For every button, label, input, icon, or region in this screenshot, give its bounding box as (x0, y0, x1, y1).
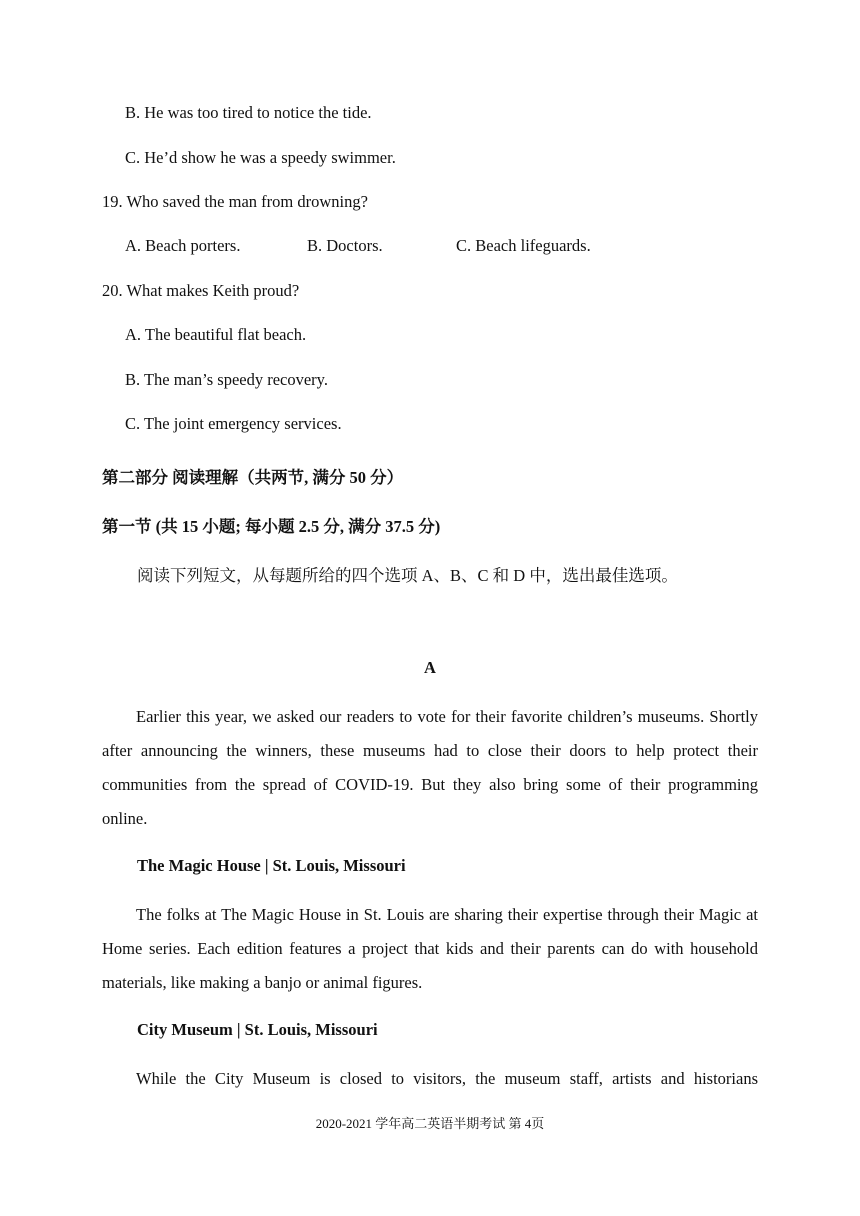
section1-heading: 第一节 (共 15 小题; 每小题 2.5 分, 满分 37.5 分) (102, 517, 441, 536)
q20-question: 20. What makes Keith proud? (102, 281, 300, 300)
q18-option-b: B. He was too tired to notice the tide. (125, 103, 372, 122)
q20-option-a: A. The beautiful flat beach. (125, 325, 307, 344)
reading-instruction: 阅读下列短文，从每题所给的四个选项 A、B、C 和 D 中，选出最佳选项。 (137, 566, 678, 585)
q19-option-c: C. Beach lifeguards. (456, 236, 591, 255)
city-museum-text: While the City Museum is closed to visitors, the museum staff, artists and historians (136, 1069, 758, 1088)
q19-question: 19. Who saved the man from drowning? (102, 192, 368, 211)
passage-intro: Earlier this year, we asked our readers to vote for their favorite children’s museums. Shortly after announcing the winners, these museums had to close their doors to help protect their communities from the spread of COVID-19. But they also bring some of their programming online. (102, 707, 758, 828)
q18-option-c: C. He’d show he was a speedy swimmer. (125, 148, 396, 167)
q20-option-b: B. The man’s speedy recovery. (125, 370, 328, 389)
q19-option-a: A. Beach porters. (125, 236, 241, 255)
passage-label: A (424, 658, 436, 677)
q20-option-c: C. The joint emergency services. (125, 414, 342, 433)
magic-house-text: The folks at The Magic House in St. Louis are sharing their expertise through their Magic at Home series. Each edition features a project that kids and their parents can do with household materials, like making a banjo or animal figures. (102, 905, 758, 992)
magic-house-heading: The Magic House | St. Louis, Missouri (137, 856, 406, 875)
part2-heading: 第二部分 阅读理解（共两节, 满分 50 分） (102, 468, 404, 487)
page-footer: 2020-2021 学年高二英语半期考试 第 4页 (315, 1116, 545, 1131)
city-museum-heading: City Museum | St. Louis, Missouri (137, 1020, 378, 1039)
q19-option-b: B. Doctors. (307, 236, 383, 255)
